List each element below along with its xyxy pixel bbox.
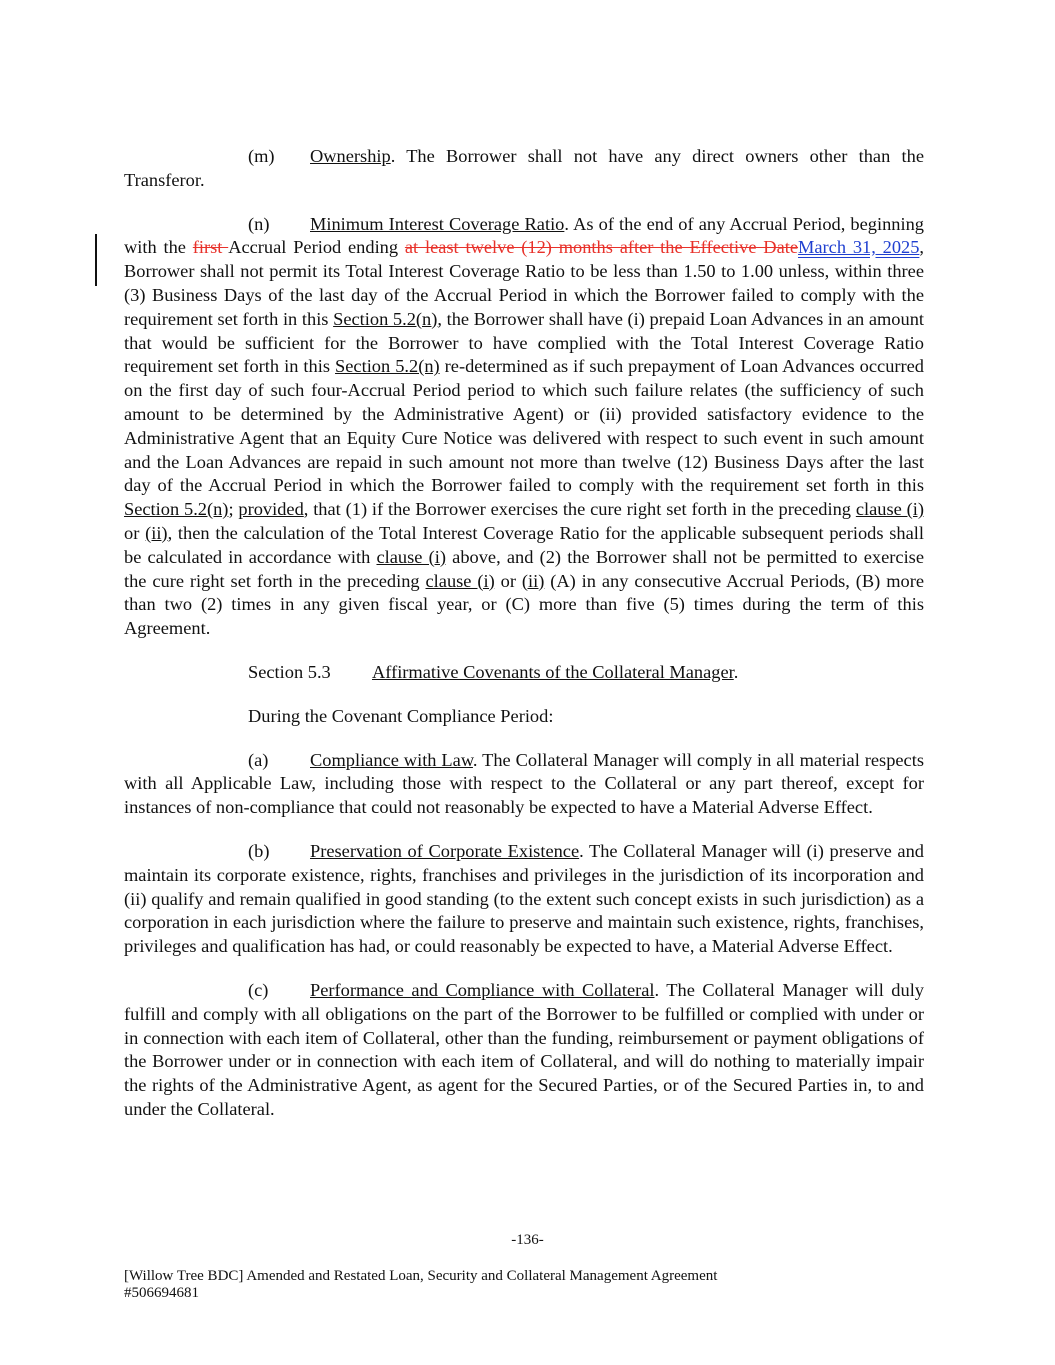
- para-heading: Minimum Interest Coverage Ratio: [310, 213, 565, 234]
- document-page: [124, 145, 924, 1122]
- para-text: , then the calculation of the Total Interest Coverage Ratio for the applicable subsequent periods shall be calculated in accordance with: [124, 522, 924, 567]
- provided-term: provided: [238, 499, 304, 520]
- para-text: Accrual Period ending: [228, 237, 405, 258]
- para-heading: Performance and Compliance with Collateral: [310, 979, 655, 1000]
- para-text: or: [494, 570, 522, 591]
- cross-reference: (ii): [521, 570, 545, 591]
- section-5-3-heading: [124, 661, 924, 685]
- para-text: , that (1) if the Borrower exercises the cure right set forth in the preceding: [303, 499, 856, 520]
- deleted-text: at least twelve (12) months after the Effective Date: [404, 237, 799, 258]
- document-footer: [124, 1268, 717, 1302]
- cross-reference: Section 5.2(n): [333, 308, 438, 329]
- paragraph-n: [124, 213, 924, 641]
- covenant-period-line: [124, 705, 924, 729]
- cross-reference: clause (i): [425, 570, 495, 591]
- cross-reference: Section 5.2(n): [124, 499, 229, 520]
- footer-title: [Willow Tree BDC] Amended and Restated Loan, Security and Collateral Management Agreement: [124, 1268, 718, 1284]
- change-bar: [95, 234, 97, 286]
- deleted-text: first: [192, 237, 229, 258]
- para-label: (b): [248, 840, 270, 861]
- page-number: -136-: [511, 1232, 544, 1248]
- section-period: .: [733, 661, 739, 682]
- cross-reference: clause (i): [855, 499, 924, 520]
- para-label: (a): [248, 749, 269, 770]
- para-heading: Compliance with Law: [310, 749, 473, 770]
- para-label: (n): [248, 213, 270, 234]
- para-text: . The Collateral Manager will comply in all material respects with all Applicable Law, including those with respect to the Collateral or any part thereof, except for instances of non-compliance that could not reasonably be expected to have a Material Adverse Effect.: [124, 749, 924, 818]
- section-title: Affirmative Covenants of the Collateral Manager: [372, 661, 734, 682]
- para-text: , Borrower shall not permit its Total Interest Coverage Ratio to be less than 1.50 to 1.00 unless, within three (3) Business Days of the last day of the Accrual Period in which the Borrower failed to comply with the requirement set forth in this: [124, 237, 925, 329]
- inserted-text: March 31, 2025: [798, 237, 920, 258]
- para-text: During the Covenant Compliance Period:: [248, 705, 554, 726]
- footer-doc-id: #506694681: [124, 1285, 199, 1301]
- section-label: Section 5.3: [248, 661, 331, 682]
- paragraph-a: [124, 749, 924, 820]
- para-text: . As of the end of any Accrual Period, beginning with the: [124, 213, 924, 258]
- para-text: ;: [228, 499, 239, 520]
- para-label: (c): [248, 979, 269, 1000]
- para-text: above, and (2) the Borrower shall not be permitted to exercise the cure right set forth in the preceding: [124, 546, 925, 591]
- para-text: , the Borrower shall have (i) prepaid Loan Advances in an amount that would be sufficient for the Borrower to have complied with the Total Interest Coverage Ratio requirement set forth in this: [124, 308, 924, 377]
- paragraph-b: [124, 840, 924, 959]
- para-text: . The Collateral Manager will (i) preserve and maintain its corporate existence, rights, franchises and privileges in the jurisdiction of its incorporation and (ii) qualify and remain qualified in good standing (to the extent such concept exists in such jurisdiction) as a corporation in each jurisdiction where the failure to preserve and maintain such existence, rights, franchises, privileges and qualification has had, or could reasonably be expected to have, a Material Adverse Effect.: [124, 840, 924, 957]
- para-text: re-determined as if such prepayment of Loan Advances occurred on the first day of such four-Accrual Period period to which such failure relates (the sufficiency of such amount to be determined by the Administrative Agent) or (ii) provided satisfactory evidence to the Administrative Agent that an Equity Cure Notice was delivered with respect to such event in such amount and the Loan Advances are repaid in such amount not more than twelve (12) Business Days after the last day of the Accrual Period in which the Borrower failed to comply with the requirement set forth in this: [124, 356, 924, 496]
- para-text: . The Collateral Manager will duly fulfill and comply with all obligations on the part of the Borrower to be fulfilled or complied with under or in connection with each item of Collateral, other than the funding, reimbursement or payment obligations of the Borrower under or in connection with each item of Collateral, and will do nothing to materially impair the rights of the Administrative Agent, as agent for the Secured Parties, or of the Secured Parties in, to and under the Collateral.: [124, 979, 924, 1119]
- cross-reference: Section 5.2(n): [335, 356, 440, 377]
- cross-reference: clause (i): [376, 546, 446, 567]
- cross-reference: (ii): [145, 522, 168, 543]
- para-text: . The Borrower shall not have any direct owners other than the Transferor.: [124, 146, 924, 190]
- paragraph-c: [124, 979, 924, 1122]
- para-label: (m): [248, 146, 275, 166]
- paragraph-m: [124, 145, 924, 193]
- para-text: or: [124, 522, 146, 543]
- para-heading: Preservation of Corporate Existence: [310, 840, 580, 861]
- para-text: (A) in any consecutive Accrual Periods, (B) more than two (2) times in any given fiscal year, or (C) more than five (5) times during the term of this Agreement.: [124, 570, 924, 639]
- para-heading: Ownership: [310, 146, 391, 166]
